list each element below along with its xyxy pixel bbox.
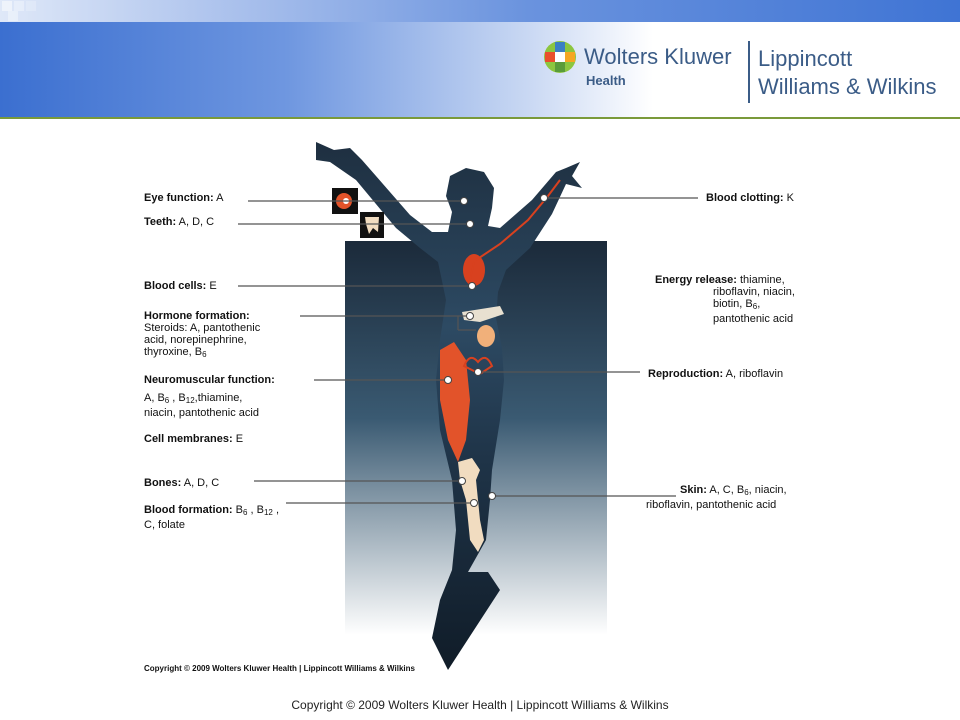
label-reproduction: Reproduction: A, riboflavin <box>648 368 784 380</box>
publisher-line-2: Williams & Wilkins <box>758 74 937 99</box>
publisher-logo <box>543 40 955 104</box>
label-bones: Bones: A, D, C <box>144 477 220 489</box>
label-skin: Skin: A, C, $B_6$, niacin, riboflavin, pantothenic acid <box>646 484 787 511</box>
vitamin-function-figure <box>0 120 960 680</box>
footer-copyright: Copyright © 2009 Wolters Kluwer Health | Lippincott Williams & Wilkins <box>291 698 669 712</box>
label-cell-membranes: Cell membranes: E <box>144 433 244 445</box>
kidney <box>477 325 495 347</box>
header-stripe <box>0 0 960 22</box>
label-hormone-formation: Hormone formation: Steroids: A, pantothenic acid, norepinephrine, thyroxine, $B_6$ <box>144 310 261 359</box>
publisher-line-1: Lippincott <box>758 46 853 71</box>
label-blood-formation: Blood formation: $B_6$ , $B_{12}$ , C, folate <box>144 504 280 531</box>
brand-division: Health <box>586 73 626 88</box>
label-blood-clotting: Blood clotting: K <box>706 192 794 204</box>
wolters-kluwer-logo-icon <box>543 40 577 74</box>
logo-divider <box>748 41 750 103</box>
label-eye-function: Eye function: A <box>144 192 224 204</box>
header-underline <box>0 117 960 119</box>
heart <box>463 254 485 286</box>
label-blood-cells: Blood cells: E <box>144 280 217 292</box>
label-neuromuscular-function: Neuromuscular function: A, $B_6$ , $B_{12},thiamine$, niacin, pantothenic acid <box>144 374 275 419</box>
header-squares <box>0 0 44 22</box>
brand-name: Wolters Kluwer <box>584 44 732 69</box>
figure-credit: Copyright © 2009 Wolters Kluwer Health | Lippincott Williams & Wilkins <box>144 664 415 673</box>
label-energy-release: Energy release: thiamine, riboflavin, niacin, biotin, $B_6$, pantothenic acid <box>655 274 795 325</box>
label-teeth: Teeth: A, D, C <box>144 216 215 228</box>
